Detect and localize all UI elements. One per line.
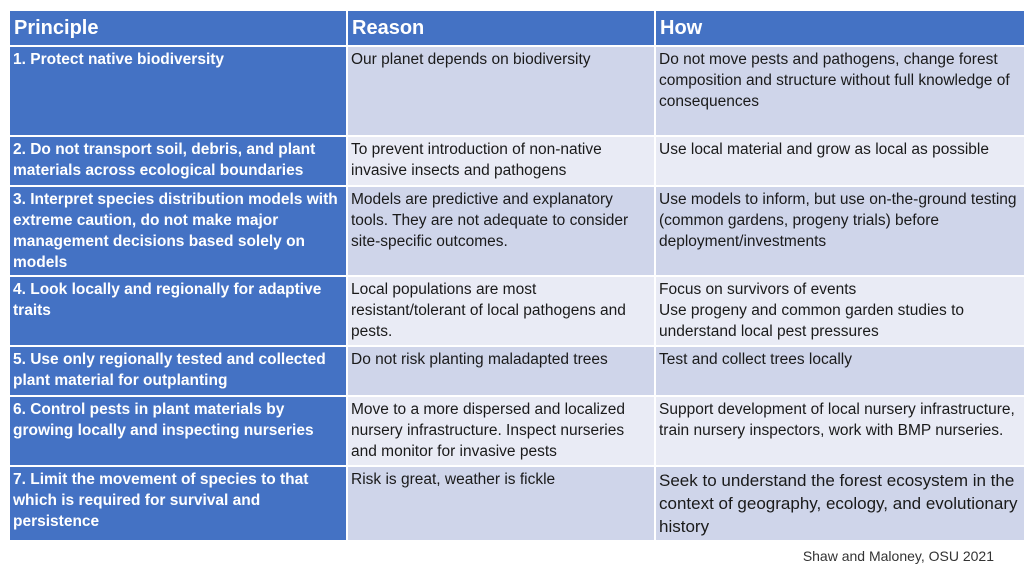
header-how: How [656, 11, 1024, 45]
principle-cell: 3. Interpret species distribution models with extreme caution, do not make major management decisions based solely on models [10, 187, 346, 275]
how-cell: Use models to inform, but use on-the-ground testing (common gardens, progeny trials) before deployment/investments [656, 187, 1024, 275]
reason-cell: Our planet depends on biodiversity [348, 47, 654, 135]
how-line: Focus on survivors of events [659, 281, 857, 298]
reason-cell: Models are predictive and explanatory tools. They are not adequate to consider site-specific outcomes. [348, 187, 654, 275]
table-row [10, 187, 1024, 275]
how-cell: Seek to understand the forest ecosystem in the context of geography, ecology, and evolutionary history [656, 467, 1024, 540]
header-row [10, 11, 1024, 45]
principle-cell: 1. Protect native biodiversity [10, 47, 346, 135]
how-cell: Do not move pests and pathogens, change forest composition and structure without full knowledge of consequences [656, 47, 1024, 135]
reason-cell: Risk is great, weather is fickle [348, 467, 654, 540]
table-row [10, 467, 1024, 540]
principle-cell: 6. Control pests in plant materials by growing locally and inspecting nurseries [10, 397, 346, 465]
table-row [10, 137, 1024, 185]
principle-cell: 2. Do not transport soil, debris, and plant materials across ecological boundaries [10, 137, 346, 185]
table-row [10, 277, 1024, 345]
reason-cell: Move to a more dispersed and localized nursery infrastructure. Inspect nurseries and monitor for invasive pests [348, 397, 654, 465]
principle-cell: 5. Use only regionally tested and collected plant material for outplanting [10, 347, 346, 395]
principle-cell: 7. Limit the movement of species to that which is required for survival and persistence [10, 467, 346, 540]
table-row [10, 47, 1024, 135]
reason-cell: To prevent introduction of non-native invasive insects and pathogens [348, 137, 654, 185]
how-cell: Use local material and grow as local as possible [656, 137, 1024, 185]
header-principle: Principle [10, 11, 346, 45]
principles-table [8, 9, 1024, 542]
how-cell: Test and collect trees locally [656, 347, 1024, 395]
table-row [10, 347, 1024, 395]
source-credit: Shaw and Maloney, OSU 2021 [802, 548, 994, 564]
reason-cell: Local populations are most resistant/tolerant of local pathogens and pests. [348, 277, 654, 345]
principle-cell: 4. Look locally and regionally for adaptive traits [10, 277, 346, 345]
reason-cell: Do not risk planting maladapted trees [348, 347, 654, 395]
how-line: Use progeny and common garden studies to understand local pest pressures [659, 302, 965, 340]
how-cell: Support development of local nursery infrastructure, train nursery inspectors, work with BMP nurseries. [656, 397, 1024, 465]
how-cell [656, 277, 1024, 345]
header-reason: Reason [348, 11, 654, 45]
table-row [10, 397, 1024, 465]
